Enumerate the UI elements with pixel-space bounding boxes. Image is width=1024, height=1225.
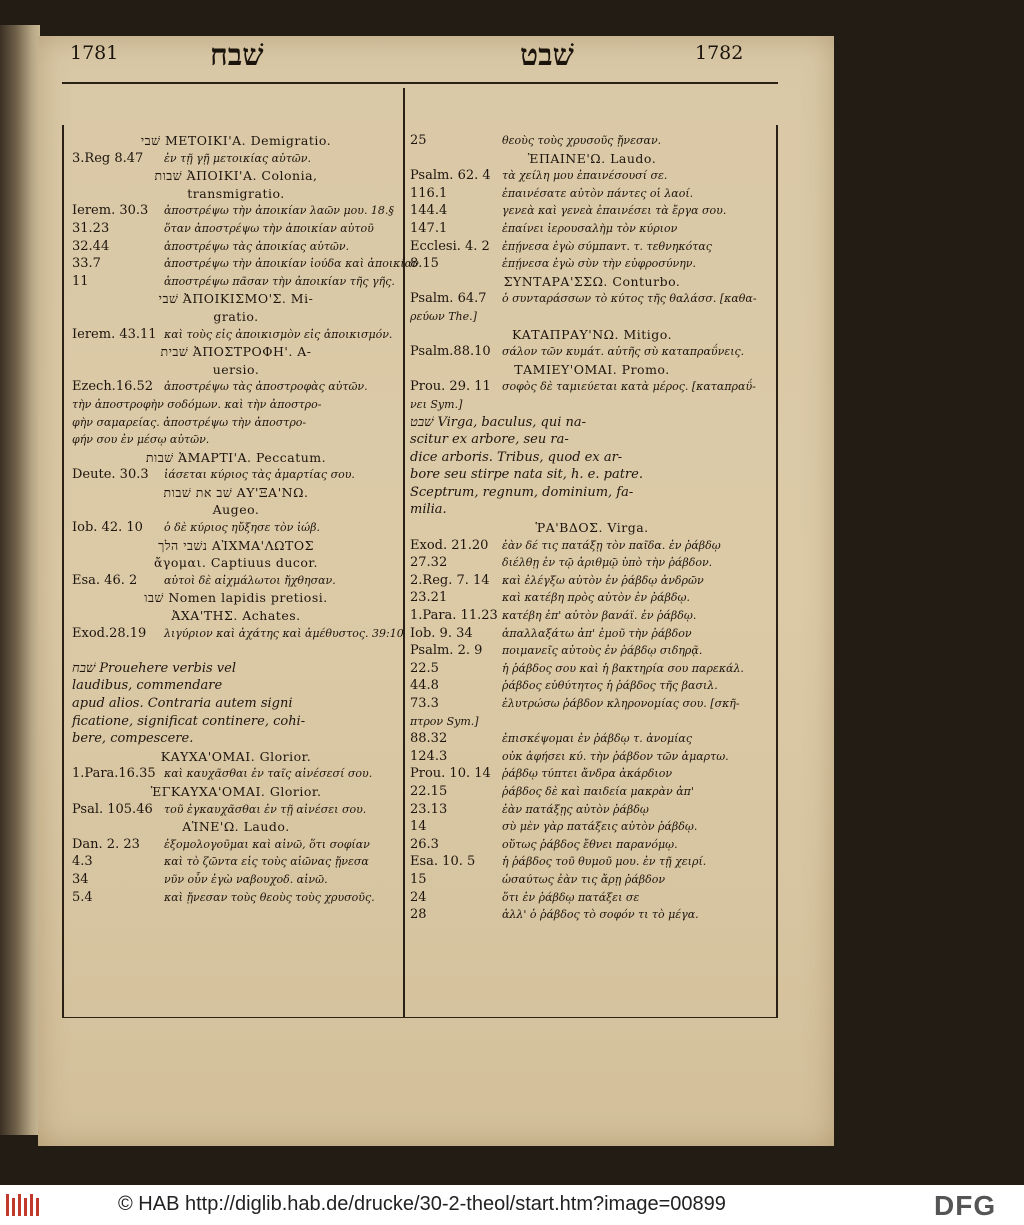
entry-line [72, 783, 400, 801]
lemma-heading: ἘΠΑΙΝΕ'Ω. Laudo. [527, 150, 657, 166]
verse-reference: Psalm. 2. 9 [410, 643, 483, 659]
verse-reference: 3.Reg 8.47 [72, 150, 144, 166]
greek-citation: ὁ συνταράσσων τὸ κύτος τῆς θαλάσσ. [καθα- [502, 292, 757, 306]
entry-line [410, 818, 774, 836]
greek-citation: πτρον Sym.] [410, 714, 479, 728]
verse-reference: Prou. 10. 14 [410, 766, 491, 782]
entry-line [72, 185, 400, 203]
greek-citation: φὴν σαμαρείας. ἀποστρέψω τὴν ἀποστρο- [72, 415, 307, 429]
entry-line [72, 695, 400, 713]
entry-line [410, 748, 774, 766]
verse-reference: Ierem. 30.3 [72, 203, 149, 219]
header-rule [62, 82, 778, 84]
verse-reference: Psal. 105.46 [72, 801, 153, 817]
latin-definition: bore seu stirpe nata sit, h. e. patre. [410, 467, 643, 483]
entry-line [72, 572, 400, 590]
entry-line [72, 326, 400, 344]
lemma-heading: ΑἸΝΕ'Ω. Laudo. [182, 819, 290, 835]
lemma-heading: ΤΑΜΙΕΥ'ΟΜΑΙ. Promo. [514, 361, 670, 377]
entry-line [72, 801, 400, 819]
entry-line [410, 765, 774, 783]
greek-citation: ἐπῄνεσα ἐγὼ σὺν τὴν εὐφροσύνην. [502, 257, 696, 271]
entry-line [410, 308, 774, 326]
verse-reference: 147.1 [410, 220, 448, 236]
verse-reference: 22.15 [410, 783, 448, 799]
entry-line [410, 361, 774, 379]
latin-definition: scitur ex arbore, seu ra- [410, 432, 569, 448]
entry-line [410, 889, 774, 907]
latin-definition: laudibus, commendare [72, 678, 223, 694]
lemma-heading: שׁבי ΜΕΤΟΙΚΙ'Α. Demigratio. [140, 133, 332, 148]
greek-citation: ῥάβδῳ τύπτει ἄνδρα ἀκάρδιον [502, 767, 673, 781]
greek-citation: ῥάβδος εὐθύτητος ἡ ῥάβδος τῆς βασιλ. [502, 679, 718, 693]
entry-line [72, 677, 400, 695]
entry-line [410, 167, 774, 185]
greek-citation: ἰάσεται κύριος τὰς ἁμαρτίας σου. [164, 468, 355, 482]
greek-citation: οὕτως ῥάβδος ἔθνει παρανόμῳ. [502, 837, 678, 851]
verse-reference: 14 [410, 819, 427, 835]
entry-line [410, 396, 774, 414]
book-fore-edge [0, 25, 40, 1135]
entry-line [410, 484, 774, 502]
entry-line [410, 255, 774, 273]
greek-citation: ἀλλ' ὁ ῥάβδος τὸ σοφόν τι τὸ μέγα. [502, 908, 699, 922]
greek-citation: τὴν ἀποστροφὴν σοδόμων. καὶ τὴν ἀποστρο- [72, 397, 322, 411]
lemma-heading: Augeo. [212, 502, 260, 518]
verse-reference: 34 [72, 871, 89, 887]
verse-reference: 27.32 [410, 555, 448, 571]
verse-reference: 88.32 [410, 731, 448, 747]
verse-reference: 15 [410, 871, 427, 887]
verse-reference: Ierem. 43.11 [72, 326, 157, 342]
entry-line [410, 466, 774, 484]
entry-line [72, 414, 400, 432]
hab-logo-icon [6, 1194, 42, 1216]
greek-citation: ἐλυτρώσω ῥάβδον κληρονομίας σου. [σκῆ- [502, 697, 740, 710]
entry-line [72, 308, 400, 326]
greek-citation: ἡ ῥάβδος σου καὶ ἡ βακτηρία σου παρεκάλ. [502, 661, 744, 675]
greek-citation: τοῦ ἐγκαυχᾶσθαι ἐν τῇ αἰνέσει σου. [164, 802, 367, 816]
entry-line [410, 343, 774, 361]
verse-reference: 116.1 [410, 185, 448, 201]
entry-line [72, 625, 404, 643]
greek-citation: ἀποστρέψω τὴν ἀποικίαν λαῶν μου. 18.§ [164, 204, 394, 218]
entry-line [410, 853, 774, 871]
entry-line [410, 713, 774, 731]
entry-line [72, 202, 400, 220]
verse-reference: Exod.28.19 [72, 625, 147, 641]
lemma-heading: gratio. [213, 308, 259, 324]
entry-line [410, 906, 774, 924]
latin-definition: milia. [410, 502, 447, 518]
greek-citation: ῥάβδος δὲ καὶ παιδεία μακρὰν ἀπ' [502, 784, 694, 798]
lemma-heading: ΚΑΥΧΑ'ΟΜΑΙ. Glorior. [160, 748, 312, 764]
verse-reference: 73.3 [410, 696, 439, 711]
entry-line [410, 414, 774, 432]
lemma-heading: שׁבית ἈΠΟΣΤΡΟΦΗ'. A- [160, 344, 312, 360]
entry-line [72, 150, 400, 168]
left-hebrew-title: שׁבח [210, 38, 264, 73]
entry-line [72, 853, 400, 871]
entry-line [72, 660, 400, 678]
lemma-heading: שׁבות ἉΜΑΡΤΙ'Α. Peccatum. [145, 449, 327, 465]
entry-line [410, 220, 774, 238]
verse-reference: 1.Para.16.35 [72, 766, 156, 782]
entry-line [72, 519, 400, 537]
entry-line [72, 167, 400, 185]
latin-definition: ficatione, significat continere, cohi- [72, 713, 306, 729]
greek-citation: ἐπῄνεσα ἐγὼ σύμπαντ. τ. τεθνηκότας [502, 239, 712, 253]
lemma-heading: ἘΓΚΑΥΧΑ'ΟΜΑΙ. Glorior. [150, 783, 322, 799]
greek-citation: ἀποστρέψω τὴν ἀποικίαν ἰούδα καὶ ἀποικίαν [164, 257, 419, 271]
greek-citation: σοφὸς δὲ ταμιεύεται κατὰ μέρος. [καταπραΰ- [502, 380, 756, 394]
verse-reference: 4.3 [72, 854, 93, 870]
verse-reference: Iob. 9. 34 [410, 625, 473, 641]
bottom-rule [62, 1017, 778, 1018]
verse-reference: 5.4 [72, 889, 93, 905]
entry-line [72, 537, 400, 555]
greek-citation: διέλθῃ ἐν τῷ ἀριθμῷ ὑπὸ τὴν ῥάβδον. [502, 556, 713, 570]
latin-definition: שׁבח Prouehere verbis vel [72, 660, 236, 676]
greek-citation: ὅταν ἀποστρέψω τὴν ἀποικίαν αὐτοῦ [164, 221, 374, 235]
entry-line [72, 889, 400, 907]
entry-line [410, 132, 774, 150]
verse-reference: 144.4 [410, 203, 448, 219]
greek-citation: ρεύων The.] [410, 309, 477, 323]
entry-line [72, 255, 419, 273]
greek-citation: ἐπαίνει ἱερουσαλὴμ τὸν κύριον [502, 221, 678, 235]
entry-line [410, 449, 774, 467]
entry-line [410, 607, 774, 625]
left-border [62, 125, 64, 1018]
entry-line [410, 871, 774, 889]
verse-reference: 32.44 [72, 238, 110, 254]
verse-reference: Prou. 29. 11 [410, 379, 491, 395]
verse-reference: Deute. 30.3 [72, 467, 149, 483]
verse-reference: Ecclesi. 4. 2 [410, 238, 490, 254]
greek-citation: λιγύριον καὶ ἀχάτης καὶ ἀμέθυστος. 39:10 [164, 626, 404, 640]
verse-reference: Ezech.16.52 [72, 379, 154, 395]
entry-line [72, 871, 400, 889]
greek-citation: οὐκ ἀφήσει κύ. τὴν ῥάβδον τῶν ἁμαρτω. [502, 749, 729, 763]
lemma-heading: נשׁבי הלך ΑἸΧΜΑ'ΛΩΤΟΣ [158, 537, 314, 553]
entry-line [72, 589, 400, 607]
entry-line [72, 554, 400, 572]
verse-reference: Psalm.88.10 [410, 344, 491, 360]
greek-citation: ἐὰν δέ τις πατάξῃ τὸν παῖδα. ἐν ῥάβδῳ [502, 538, 721, 552]
verse-reference: 33.7 [72, 256, 101, 272]
greek-citation: ἐὰν πατάξῃς αὐτὸν ῥάβδῳ [502, 802, 649, 816]
lemma-heading: transmigratio. [187, 185, 285, 201]
lemma-heading: שׁבות ἈΠΟΙΚΙ'Α. Colonia, [154, 168, 318, 184]
left-page-number: 1781 [70, 42, 119, 64]
attribution-link[interactable]: © HAB http://diglib.hab.de/drucke/30-2-theol/start.htm?image=00899 [118, 1193, 726, 1215]
greek-citation: θεοὺς τοὺς χρυσοῦς ᾔνεσαν. [502, 134, 662, 147]
dfg-logo: DFG [934, 1190, 997, 1221]
greek-citation: σάλον τῶν κυμάτ. αὐτῆς σὺ καταπραΰνεις. [502, 345, 745, 359]
verse-reference: Dan. 2. 23 [72, 836, 140, 852]
greek-citation: καὶ κατέβη πρὸς αὐτὸν ἐν ῥάβδῳ. [502, 591, 690, 605]
latin-definition: dice arboris. Tribus, quod ex ar- [410, 449, 623, 465]
entry-line [410, 836, 774, 854]
verse-reference: 26.3 [410, 836, 439, 852]
verse-reference: 25 [410, 133, 427, 148]
entry-line [410, 150, 774, 168]
entry-line [410, 801, 774, 819]
right-page-number: 1782 [695, 42, 744, 64]
greek-citation: καὶ καυχᾶσθαι ἐν ταῖς αἰνέσεσί σου. [164, 767, 373, 781]
entry-line [410, 783, 774, 801]
entry-line [410, 642, 774, 660]
right-hebrew-title: שׁבט [520, 38, 574, 73]
entry-line [410, 238, 774, 256]
entry-line [72, 361, 400, 379]
latin-definition: Sceptrum, regnum, dominium, fa- [410, 484, 634, 500]
entry-line [72, 238, 400, 256]
verse-reference: 2.Reg. 7. 14 [410, 572, 490, 588]
entry-line [410, 185, 774, 203]
entry-line [72, 132, 400, 150]
entry-line [72, 290, 400, 308]
entry-line [410, 660, 774, 678]
entry-line [410, 625, 774, 643]
lemma-heading: ἄγομαι. Captiuus ducor. [153, 555, 319, 571]
lemma-heading: שׁב את שׁבות ΑΥ'ΞΑ'ΝΩ. [163, 484, 309, 500]
greek-citation: καὶ ἐλέγξω αὐτὸν ἐν ῥάβδῳ ἀνδρῶν [502, 573, 704, 587]
right-border [776, 125, 778, 1018]
verse-reference: Esa. 46. 2 [72, 572, 138, 588]
entry-line [410, 326, 774, 344]
greek-citation: κατέβη ἐπ' αὐτὸν βανάϊ. ἐν ῥάβδῳ. [502, 609, 697, 623]
entry-line [72, 818, 400, 836]
lemma-heading: ἈΧΑ'ΤΗΣ. Achates. [171, 608, 301, 624]
entry-line [72, 748, 400, 766]
verse-reference: 23.21 [410, 590, 448, 606]
latin-definition: apud alios. Contraria autem signi [72, 696, 293, 711]
greek-citation: καὶ τὸ ζῶντα εἰς τοὺς αἰῶνας ᾔνεσα [164, 855, 369, 869]
entry-line [410, 677, 774, 695]
entry-line [72, 378, 400, 396]
lemma-heading: שׁבו Nomen lapidis pretiosi. [144, 590, 328, 606]
entry-line [72, 484, 400, 502]
greek-citation: ἀποστρέψω τὰς ἀποστροφὰς αὐτῶν. [164, 380, 368, 394]
greek-citation: ἐξομολογοῦμαι καὶ αἰνῶ, ὅτι σοφίαν [164, 837, 370, 851]
entry-line [72, 730, 400, 748]
entry-line [72, 449, 400, 467]
greek-citation: ἐν τῇ γῇ μετοικίας αὐτῶν. [164, 151, 311, 165]
verse-reference: Psalm. 64.7 [410, 291, 487, 307]
entry-line [410, 589, 774, 607]
greek-citation: ἡ ῥάβδος τοῦ θυμοῦ μου. ἐν τῇ χειρί. [502, 855, 707, 869]
entry-line [410, 537, 774, 555]
entry-line [410, 202, 774, 220]
entry-line [72, 220, 400, 238]
greek-citation: φήν σου ἐν μέσῳ αὐτῶν. [72, 433, 210, 447]
verse-reference: 28 [410, 907, 427, 923]
entry-line [72, 501, 400, 519]
verse-reference: 22.5 [410, 660, 439, 676]
greek-citation: ἀπαλλαξάτω ἀπ' ἐμοῦ τὴν ῥάβδον [502, 626, 692, 640]
verse-reference: Iob. 42. 10 [72, 520, 143, 536]
lemma-heading: ΣΥΝΤΑΡΑ'ΣΣΩ. Conturbo. [503, 273, 681, 289]
entry-line [410, 519, 774, 537]
entry-line [72, 273, 400, 291]
entry-line [72, 607, 400, 625]
verse-reference: 44.8 [410, 678, 439, 694]
greek-citation: ἐπαινέσατε αὐτὸν πάντες οἱ λαοί. [502, 186, 694, 200]
greek-citation: αὐτοὶ δὲ αἰχμάλωτοι ἤχθησαν. [164, 573, 336, 587]
entry-line [72, 713, 400, 731]
entry-line [72, 836, 400, 854]
lemma-heading: ΚΑΤΑΠΡΑΥ'ΝΩ. Mitigo. [511, 326, 673, 342]
greek-citation: ὅτι ἐν ῥάβδῳ πατάξει σε [502, 890, 640, 904]
entry-line [410, 572, 774, 590]
lemma-heading: ῬΑ'ΒΔΟΣ. Virga. [535, 520, 649, 536]
greek-citation: τὰ χείλη μου ἐπαινέσουσί σε. [502, 169, 668, 183]
entry-line [410, 431, 774, 449]
verse-reference: Psalm. 62. 4 [410, 168, 491, 184]
entry-line [410, 273, 774, 291]
footer-bar [0, 1185, 1024, 1225]
verse-reference: 31.23 [72, 220, 110, 236]
verse-reference: Exod. 21.20 [410, 537, 489, 553]
entry-line [72, 431, 400, 449]
entry-line [72, 642, 400, 660]
entry-line [72, 396, 400, 414]
column-divider [403, 88, 405, 1018]
greek-citation: ἀποστρέψω τὰς ἀποικίας αὐτῶν. [164, 239, 350, 253]
greek-citation: ποιμανεῖς αὐτοὺς ἐν ῥάβδῳ σιδηρᾷ. [502, 644, 703, 658]
greek-citation: καὶ τοὺς εἰς ἀποικισμὸν εἰς ἀποικισμόν. [164, 327, 393, 341]
verse-reference: 1.Para. 11.23 [410, 608, 498, 624]
entry-line [72, 765, 400, 783]
greek-citation: νῦν οὖν ἐγὼ ναβουχοδ. αἰνῶ. [164, 872, 328, 886]
entry-line [410, 695, 774, 713]
entry-line [410, 290, 774, 308]
entry-line [410, 730, 774, 748]
greek-citation: ὡσαύτως ἐὰν τις ἄρῃ ῥάβδον [502, 872, 666, 886]
entry-line [72, 466, 400, 484]
verse-reference: Esa. 10. 5 [410, 854, 476, 870]
greek-citation: γενεὰ καὶ γενεὰ ἐπαινέσει τὰ ἔργα σου. [502, 204, 727, 218]
greek-citation: νει Sym.] [410, 397, 463, 411]
lemma-heading: uersio. [212, 361, 260, 377]
latin-definition: bere, compescere. [72, 731, 194, 747]
entry-line [410, 378, 774, 396]
right-column [410, 132, 774, 924]
lemma-heading: שׁבי ἈΠΟΙΚΙΣΜΟ'Σ. Mi- [158, 291, 314, 307]
greek-citation: σὺ μὲν γὰρ πατάξεις αὐτὸν ῥάβδῳ. [502, 820, 698, 834]
entry-line [72, 343, 400, 361]
verse-reference: 24 [410, 889, 427, 905]
verse-reference: 11 [72, 273, 89, 289]
verse-reference: 23.13 [410, 801, 448, 817]
entry-line [410, 501, 774, 519]
greek-citation: ἀποστρέψω πᾶσαν τὴν ἀποικίαν τῆς γῆς. [164, 274, 395, 288]
entry-line [410, 554, 774, 572]
verse-reference: 124.3 [410, 748, 448, 764]
greek-citation: ὁ δὲ κύριος ηὔξησε τὸν ἰώβ. [164, 521, 320, 535]
greek-citation: καὶ ᾔνεσαν τοὺς θεοὺς τοὺς χρυσοῦς. [164, 890, 375, 904]
verse-reference: 8.15 [410, 256, 439, 272]
greek-citation: ἐπισκέψομαι ἐν ῥάβδῳ τ. ἀνομίας [502, 732, 693, 746]
latin-definition: שׁבט Virga, baculus, qui na- [410, 414, 587, 430]
